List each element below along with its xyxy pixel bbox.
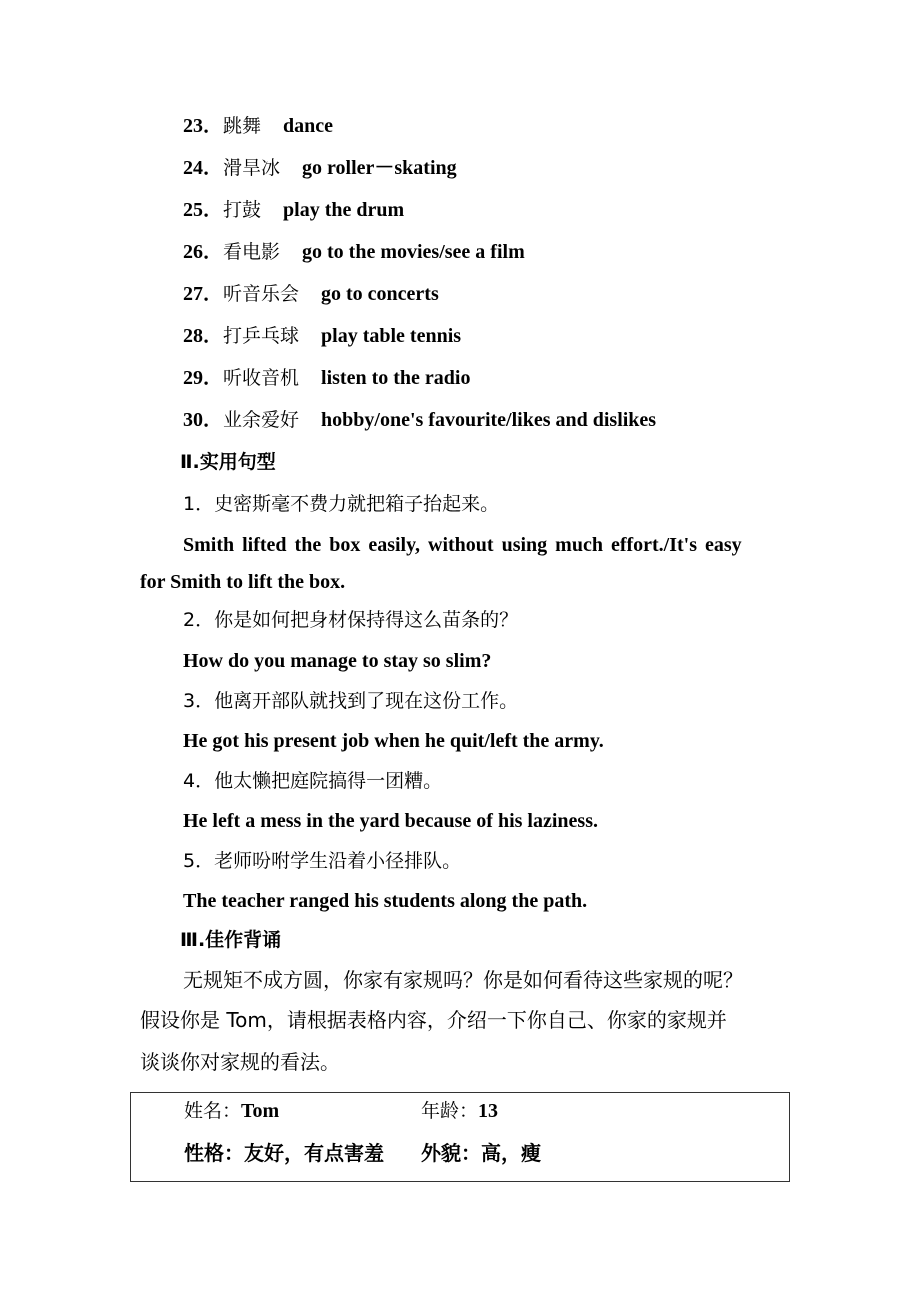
name-label: 姓名： — [184, 1100, 242, 1122]
english-term: dance — [283, 115, 334, 137]
sentence-chinese: 3．他离开部队就找到了现在这份工作。 — [183, 690, 519, 712]
english-term: hobby/one's favourite/likes and dislikes — [321, 409, 657, 431]
sentence-english: How do you manage to stay so slim? — [183, 650, 492, 672]
chinese-term: 听收音机 — [223, 367, 300, 389]
sentence-chinese: 5．老师吩咐学生沿着小径排队。 — [183, 850, 462, 872]
sentence-english: He left a mess in the yard because of his laziness. — [183, 810, 598, 832]
sentence-english: for Smith to lift the box. — [140, 571, 346, 593]
english-term: play table tennis — [321, 325, 462, 347]
prompt-paragraph: 无规矩不成方圆，你家有家规吗？你是如何看待这些家规的呢？ — [183, 968, 743, 992]
sentence-english: Smith lifted the box easily, without using much effort./It's easy — [183, 534, 742, 556]
item-number: 25． — [183, 199, 223, 221]
vocab-item — [183, 281, 439, 307]
appearance-label: 外貌： — [421, 1141, 481, 1165]
personality-label: 性格： — [184, 1141, 244, 1165]
age-field — [421, 1098, 498, 1124]
item-number: 24． — [183, 157, 223, 179]
personality-field — [184, 1140, 384, 1166]
chinese-term: 打鼓 — [223, 199, 262, 221]
age-value: 13 — [478, 1100, 499, 1122]
prompt-paragraph: 假设你是 Tom，请根据表格内容，介绍一下你自己、你家的家规并 — [140, 1008, 727, 1032]
chinese-term: 跳舞 — [223, 115, 262, 137]
sentence-english: He got his present job when he quit/left the army. — [183, 730, 604, 752]
appearance-field — [421, 1140, 541, 1166]
vocab-item — [183, 239, 525, 265]
vocab-item — [183, 323, 461, 349]
vocab-item — [183, 113, 333, 139]
item-number: 26． — [183, 241, 223, 263]
vocab-item — [183, 197, 404, 223]
chinese-term: 滑旱冰 — [223, 157, 281, 179]
item-number: 27． — [183, 283, 223, 305]
chinese-term: 打乒乓球 — [223, 325, 300, 347]
english-term: go roller－skating — [302, 157, 457, 179]
sentence-chinese: 2．你是如何把身材保持得这么苗条的？ — [183, 609, 519, 631]
info-table — [130, 1092, 790, 1182]
english-term: listen to the radio — [321, 367, 471, 389]
sentence-chinese: 1．史密斯毫不费力就把箱子抬起来。 — [183, 493, 500, 515]
english-term: play the drum — [283, 199, 405, 221]
item-number: 30． — [183, 409, 223, 431]
english-term: go to concerts — [321, 283, 439, 305]
sentence-english: The teacher ranged his students along the path. — [183, 890, 588, 912]
vocab-item — [183, 365, 470, 391]
name-value: Tom — [241, 1100, 280, 1122]
section-heading: Ⅲ.佳作背诵 — [180, 929, 282, 951]
prompt-paragraph: 谈谈你对家规的看法。 — [140, 1050, 340, 1074]
section-heading: Ⅱ.实用句型 — [180, 451, 276, 473]
vocab-item — [183, 407, 656, 433]
personality-value: 友好，有点害羞 — [244, 1141, 384, 1165]
name-field — [184, 1098, 279, 1124]
item-number: 29． — [183, 367, 223, 389]
item-number: 28． — [183, 325, 223, 347]
chinese-term: 听音乐会 — [223, 283, 300, 305]
appearance-value: 高，瘦 — [481, 1141, 541, 1165]
item-number: 23． — [183, 115, 223, 137]
chinese-term: 看电影 — [223, 241, 281, 263]
age-label: 年龄： — [421, 1100, 479, 1122]
chinese-term: 业余爱好 — [223, 409, 300, 431]
vocab-item — [183, 155, 457, 181]
english-term: go to the movies/see a film — [302, 241, 525, 263]
sentence-chinese: 4．他太懒把庭院搞得一团糟。 — [183, 770, 443, 792]
